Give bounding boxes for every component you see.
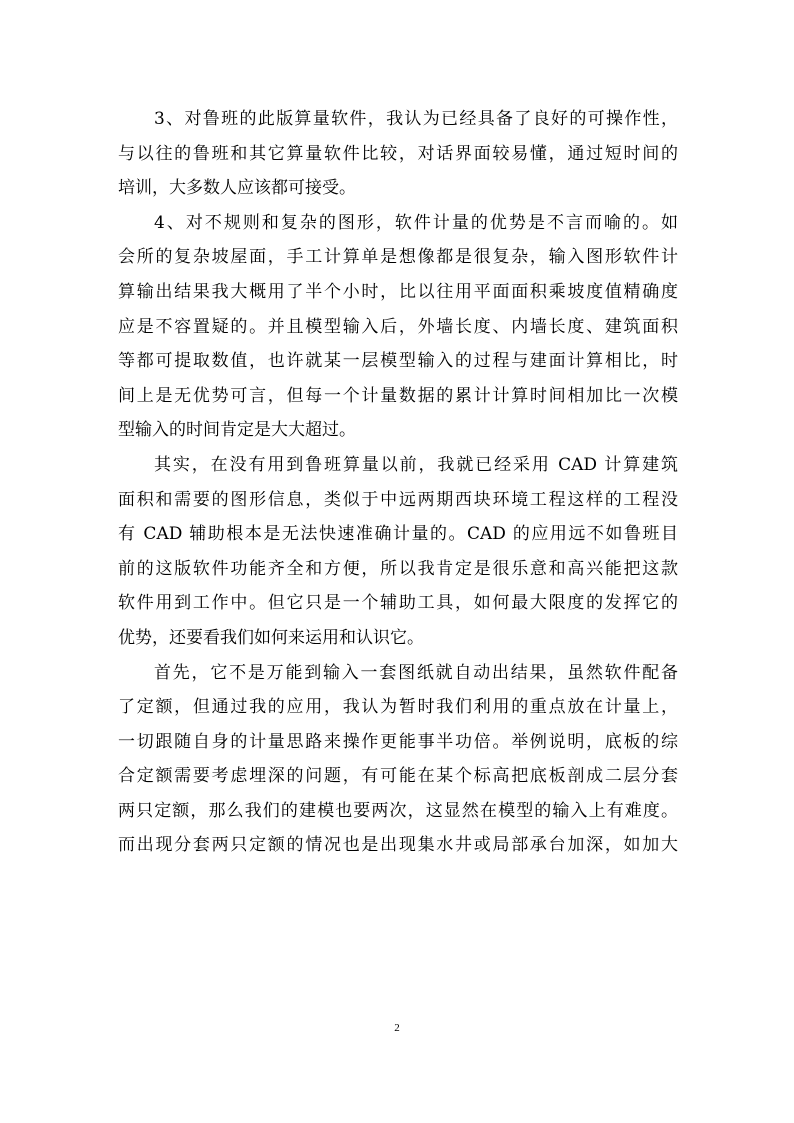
paragraph-4	[118, 656, 678, 864]
text-line: 会所的复杂坡屋面，手工计算单是想像都是很复杂，输入图形软件计	[118, 247, 678, 268]
text-line: 首先，它不是万能到输入一套图纸就自动出结果，虽然软件配备	[154, 662, 678, 683]
text-line: 前的这版软件功能齐全和方便，所以我肯定是很乐意和高兴能把这款	[118, 558, 678, 579]
text-line: 间上是无优势可言，但每一个计量数据的累计计算时间相加比一次模	[118, 385, 678, 406]
text-line: 与以往的鲁班和其它算量软件比较，对话界面较易懂，通过短时间的	[118, 143, 678, 164]
text-line: 软件用到工作中。但它只是一个辅助工具，如何最大限度的发挥它的	[118, 593, 678, 614]
text-line: 一切跟随自身的计量思路来操作更能事半功倍。举例说明，底板的综	[118, 731, 678, 752]
text-line: 其实，在没有用到鲁班算量以前，我就已经采用 CAD 计算建筑	[154, 454, 678, 475]
text-line: 4、对不规则和复杂的图形，软件计量的优势是不言而喻的。如	[154, 212, 678, 233]
text-line: 培训，大多数人应该都可接受。	[118, 178, 356, 199]
paragraph-2	[118, 206, 678, 448]
paragraph-3	[118, 448, 678, 656]
text-line: 而出现分套两只定额的情况也是出现集水井或局部承台加深，如加大	[118, 835, 678, 856]
text-line: 应是不容置疑的。并且模型输入后，外墙长度、内墙长度、建筑面积	[118, 316, 678, 337]
text-line: 3、对鲁班的此版算量软件，我认为已经具备了良好的可操作性，	[154, 109, 678, 129]
text-line: 了定额，但通过我的应用，我认为暂时我们利用的重点放在计量上，	[118, 697, 678, 718]
text-line: 等都可提取数值，也许就某一层模型输入的过程与建面计算相比，时	[118, 351, 678, 372]
page-number: 2	[394, 1022, 400, 1034]
text-line: 有 CAD 辅助根本是无法快速准确计量的。CAD 的应用远不如鲁班目	[118, 524, 678, 545]
text-line: 型输入的时间肯定是大大超过。	[118, 420, 356, 441]
paragraph-1	[118, 102, 678, 206]
text-line: 优势，还要看我们如何来运用和认识它。	[118, 627, 424, 648]
text-line: 面积和需要的图形信息，类似于中远两期西块环境工程这样的工程没	[118, 489, 678, 510]
text-line: 合定额需要考虑埋深的问题，有可能在某个标高把底板剖成二层分套	[118, 766, 678, 787]
text-line: 两只定额，那么我们的建模也要两次，这显然在模型的输入上有难度。	[118, 800, 678, 821]
body-text	[118, 102, 678, 863]
text-line: 算输出结果我大概用了半个小时，比以往用平面面积乘坡度值精确度	[118, 281, 678, 302]
